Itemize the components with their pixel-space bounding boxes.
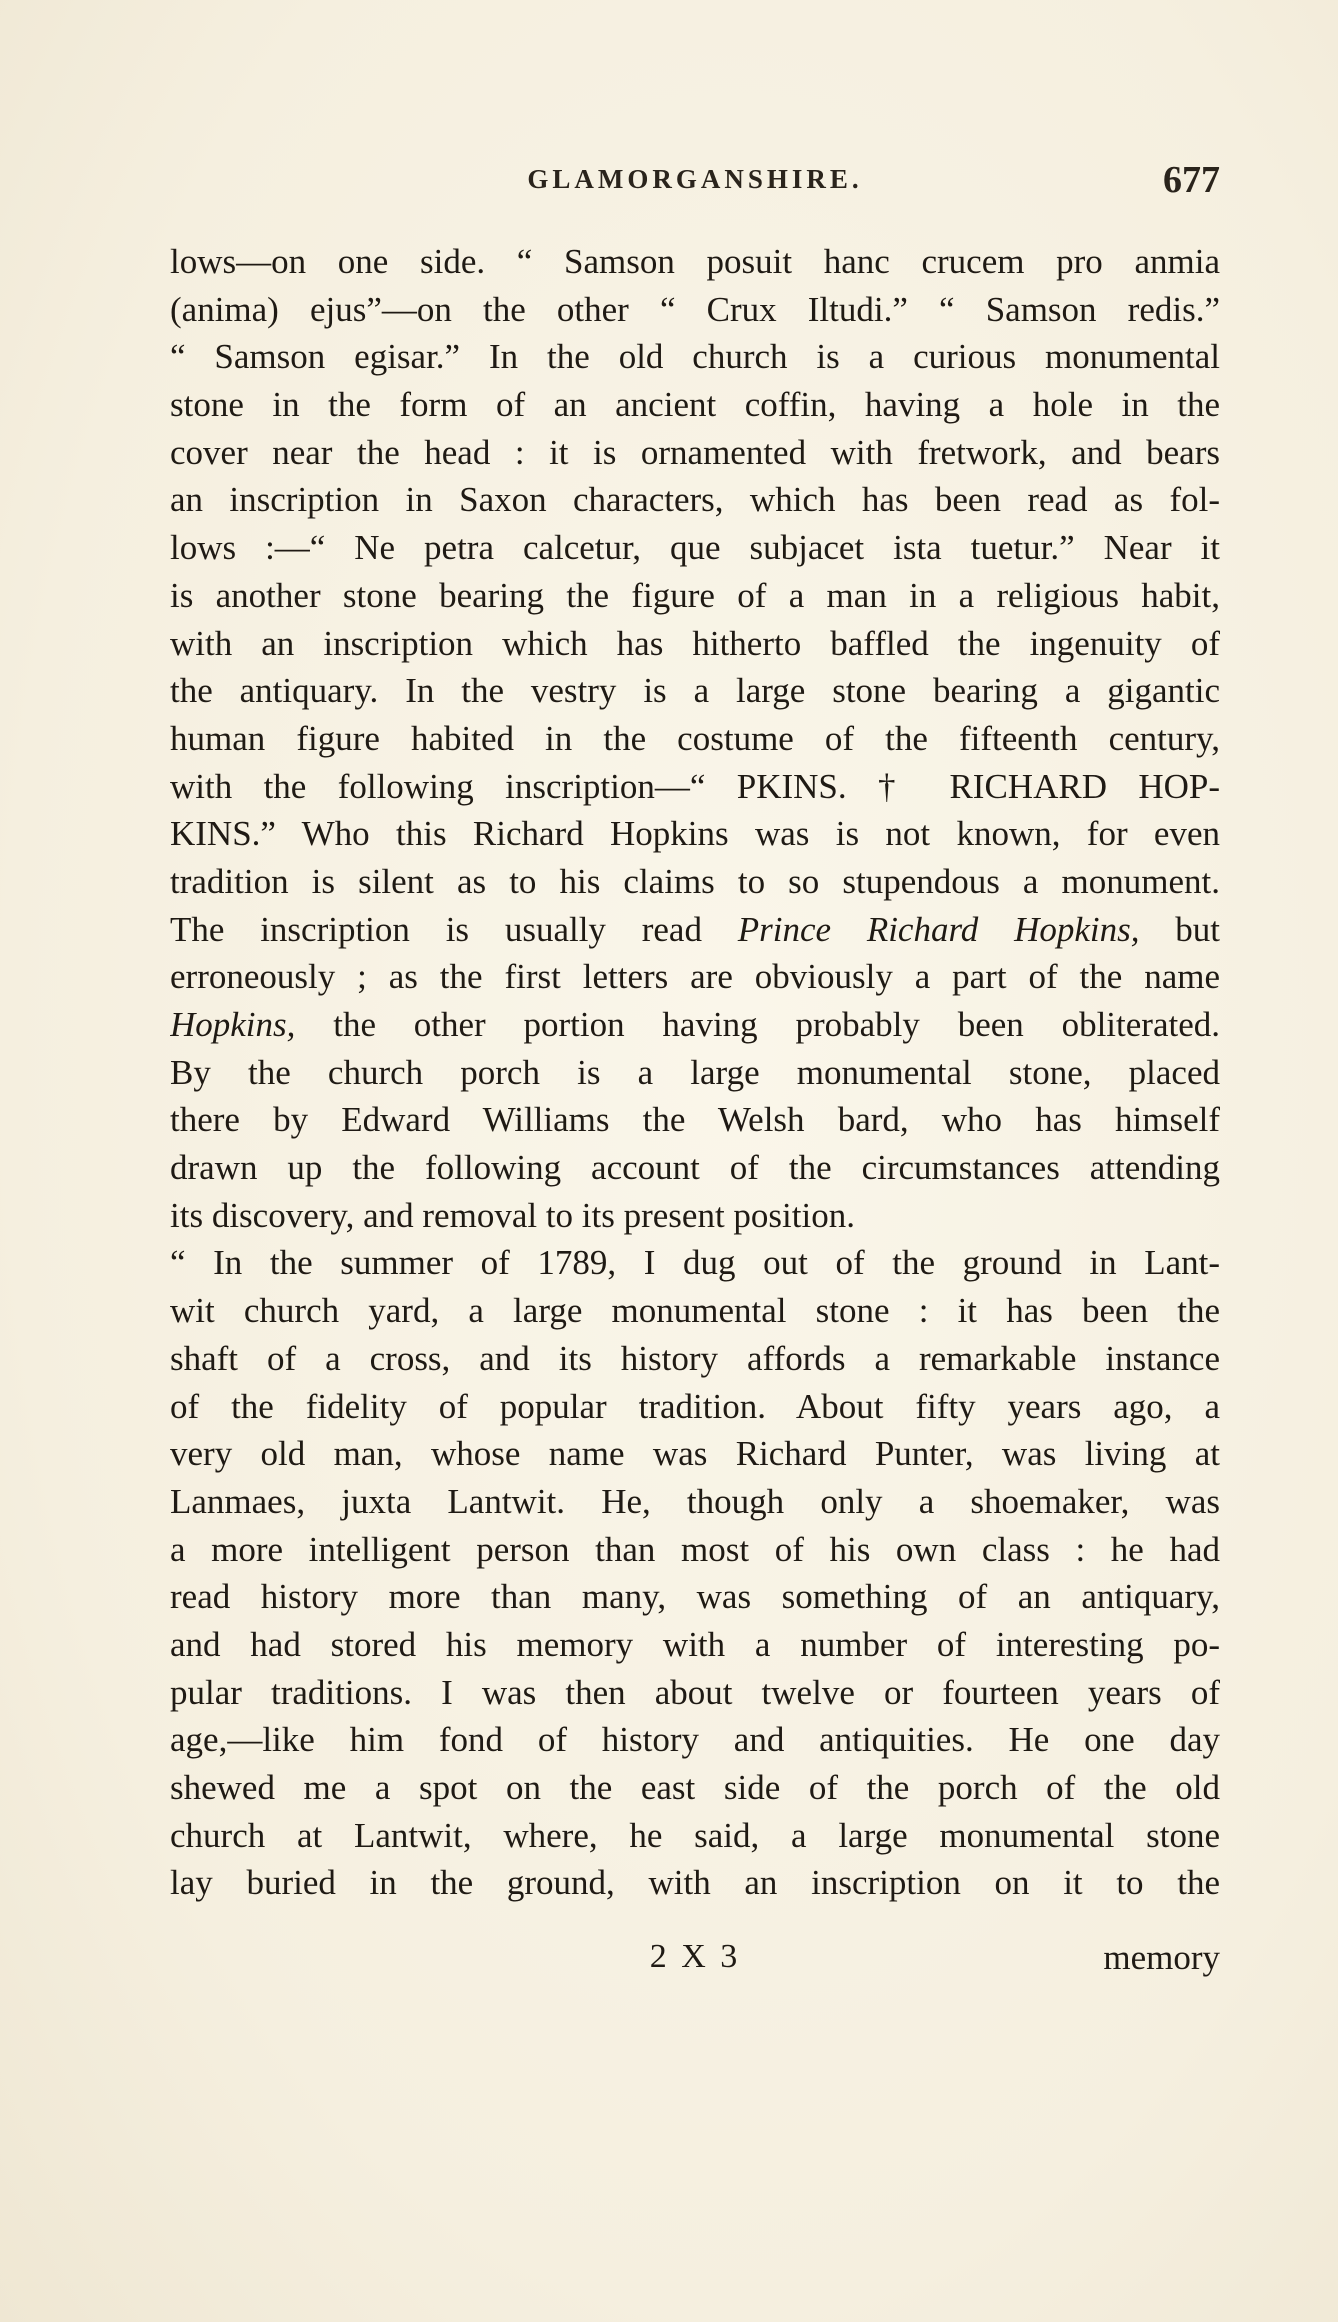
text-line: a more intelligent person than most of his own class : he had: [170, 1529, 1220, 1569]
text-line: lay buried in the ground, with an inscription on it to the: [170, 1863, 1220, 1903]
text-line: Lanmaes, juxta Lantwit. He, though only a shoemaker, was: [170, 1481, 1220, 1521]
text-line: the antiquary. In the vestry is a large stone bearing a gigantic: [170, 671, 1220, 711]
text-line: (anima) ejus”—on the other “ Crux Iltudi.” “ Samson redis.”: [170, 289, 1220, 329]
text-line: stone in the form of an ancient coffin, having a hole in the: [170, 385, 1220, 425]
text-line: read history more than many, was something of an antiquary,: [170, 1577, 1220, 1617]
text-line: “ Samson egisar.” In the old church is a curious monumental: [170, 337, 1220, 377]
italic-name: Prince Richard Hopkins,: [737, 909, 1140, 949]
text-line: lows—on one side. “ Samson posuit hanc crucem pro anmia: [170, 242, 1220, 281]
running-title: GLAMORGANSHIRE.: [527, 164, 863, 194]
text-line: an inscription in Saxon characters, which has been read as fol-: [170, 480, 1220, 520]
catchword: memory: [1103, 1938, 1220, 1977]
text-line: pular traditions. I was then about twelve or fourteen years of: [170, 1672, 1220, 1712]
text-line-mixed: [170, 906, 1220, 954]
text-line: of the fidelity of popular tradition. About fifty years ago, a: [170, 1386, 1220, 1426]
text-line: “ In the summer of 1789, I dug out of the ground in Lant-: [170, 1243, 1220, 1283]
page-number: 677: [1163, 159, 1220, 201]
text-line: drawn up the following account of the circumstances attending: [170, 1148, 1220, 1188]
text-segment: but: [1175, 909, 1220, 949]
text-line: very old man, whose name was Richard Punter, was living at: [170, 1434, 1220, 1474]
text-line: there by Edward Williams the Welsh bard, who has himself: [170, 1100, 1220, 1140]
page-footer: [170, 1938, 1220, 1988]
text-segment: The inscription is usually read: [170, 909, 702, 949]
text-line: with an inscription which has hitherto baffled the ingenuity of: [170, 623, 1220, 663]
text-line: tradition is silent as to his claims to so stupendous a monument.: [170, 861, 1220, 901]
text-line: its discovery, and removal to its present position.: [170, 1195, 855, 1235]
text-segment: the other portion having probably been obliterated.: [333, 1005, 1220, 1044]
text-line: lows :—“ Ne petra calcetur, que subjacet ista tuetur.” Near it: [170, 528, 1220, 568]
text-line: human figure habited in the costume of the fifteenth century,: [170, 718, 1220, 758]
page-header: [170, 158, 1220, 208]
text-line: By the church porch is a large monumental stone, placed: [170, 1052, 1220, 1092]
text-line: cover near the head : it is ornamented with fretwork, and bears: [170, 432, 1220, 472]
text-line: age,—like him fond of history and antiquities. He one day: [170, 1720, 1220, 1760]
text-line: erroneously ; as the first letters are obviously a part of the name: [170, 957, 1220, 997]
text-line: and had stored his memory with a number of interesting po-: [170, 1624, 1220, 1664]
text-line: shewed me a spot on the east side of the porch of the old: [170, 1768, 1220, 1807]
italic-name: Hopkins,: [170, 1005, 296, 1044]
body-text: [170, 238, 1220, 1907]
text-line: with the following inscription—“ PKINS. † RICHARD HOP-: [170, 766, 1220, 806]
text-line: shaft of a cross, and its history affords a remarkable instance: [170, 1338, 1220, 1378]
signature-mark: 2 X 3: [649, 1938, 741, 1975]
text-line: church at Lantwit, where, he said, a large monumental stone: [170, 1815, 1220, 1855]
text-line: is another stone bearing the figure of a man in a religious habit,: [170, 575, 1220, 615]
text-line: wit church yard, a large monumental stone : it has been the: [170, 1291, 1220, 1331]
text-line: KINS.” Who this Richard Hopkins was is not known, for even: [170, 814, 1220, 854]
text-line-mixed: [170, 1001, 1220, 1049]
